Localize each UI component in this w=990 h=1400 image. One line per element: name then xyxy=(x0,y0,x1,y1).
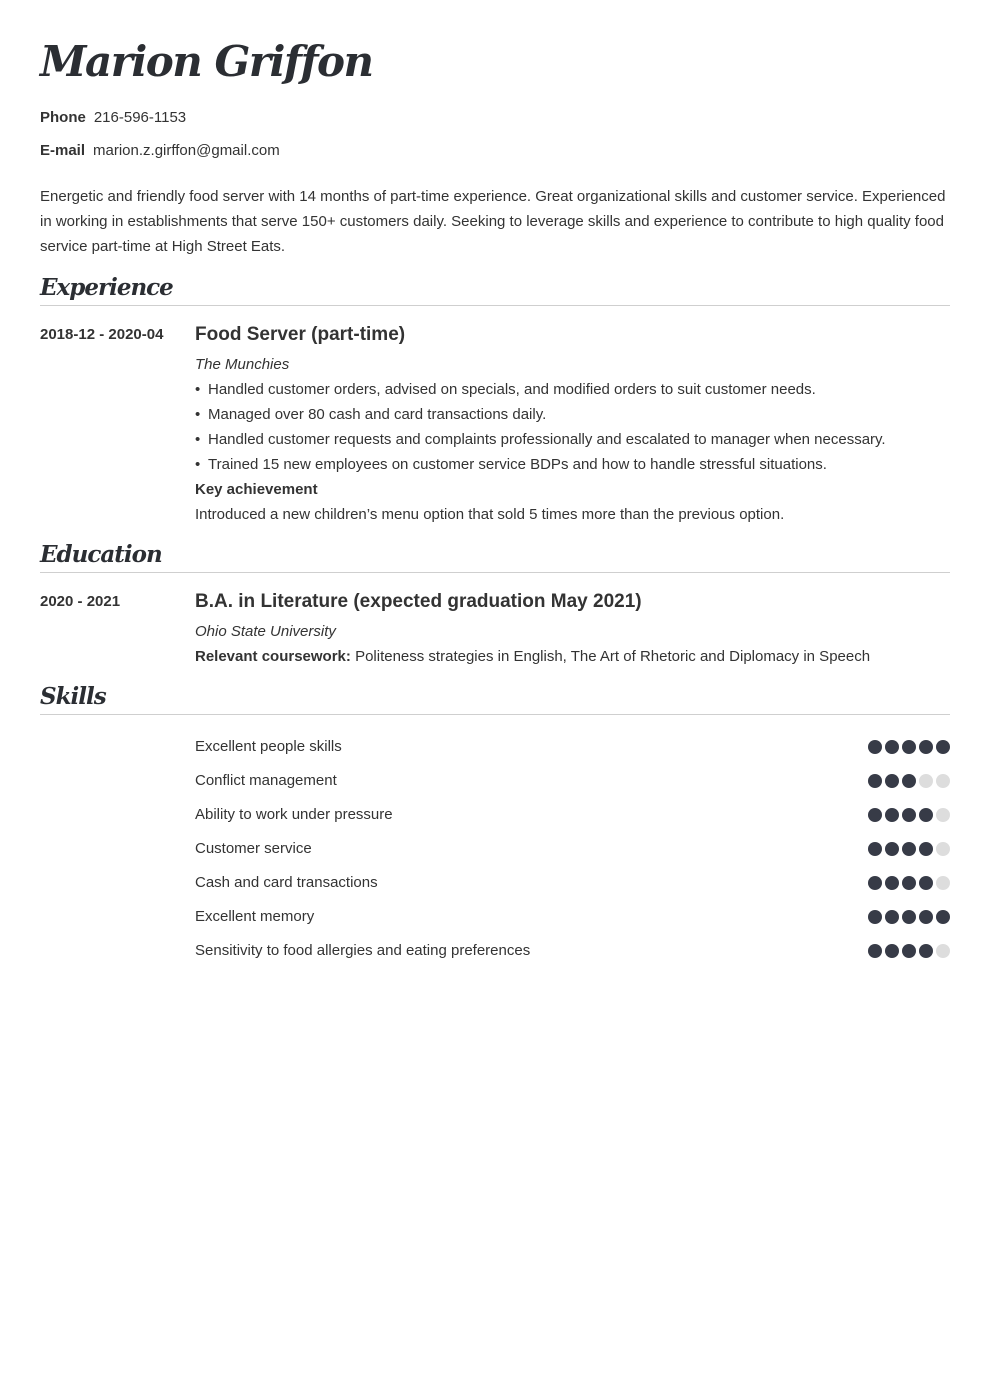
rating-dot-filled xyxy=(868,944,882,958)
rating-dot-empty xyxy=(936,944,950,958)
coursework-text: Politeness strategies in English, The Art of Rhetoric and Diplomacy in Speech xyxy=(355,648,871,665)
experience-date: 2018-12 - 2020-04 xyxy=(40,326,164,343)
rating-dot-filled xyxy=(868,910,882,924)
job-title: Food Server (part-time) xyxy=(195,324,406,345)
experience-heading: Experience xyxy=(40,273,950,306)
email-value: marion.z.girffon@gmail.com xyxy=(93,142,280,159)
rating-dot-filled xyxy=(902,944,916,958)
skill-name: Cash and card transactions xyxy=(195,874,378,891)
coursework-line xyxy=(195,644,950,669)
skill-row xyxy=(195,934,950,968)
phone-row xyxy=(40,108,186,128)
skill-name: Excellent memory xyxy=(195,908,315,925)
bullet-marker: • xyxy=(195,381,201,398)
email-label: E-mail xyxy=(40,142,86,159)
skill-rating xyxy=(868,774,950,788)
rating-dot-filled xyxy=(868,842,882,856)
rating-dot-filled xyxy=(936,740,950,754)
bullet-marker: • xyxy=(195,431,201,448)
degree-title: B.A. in Literature (expected graduation May 2021) xyxy=(195,591,642,612)
bullet-text: Trained 15 new employees on customer service BDPs and how to handle stressful situations. xyxy=(208,456,827,473)
company-name: The Munchies xyxy=(195,356,290,373)
skill-rating xyxy=(868,944,950,958)
skill-name: Conflict management xyxy=(195,772,337,789)
skill-row xyxy=(195,798,950,832)
rating-dot-filled xyxy=(902,740,916,754)
school-name: Ohio State University xyxy=(195,623,336,640)
rating-dot-filled xyxy=(868,876,882,890)
skill-name: Sensitivity to food allergies and eating preferences xyxy=(195,942,531,959)
rating-dot-filled xyxy=(885,774,899,788)
skill-row xyxy=(195,832,950,866)
phone-value: 216-596-1153 xyxy=(93,109,187,126)
skill-row xyxy=(195,764,950,798)
rating-dot-filled xyxy=(885,910,899,924)
experience-bullet xyxy=(195,377,950,402)
rating-dot-filled xyxy=(902,808,916,822)
bullet-text: Managed over 80 cash and card transactions daily. xyxy=(208,406,547,423)
rating-dot-empty xyxy=(936,774,950,788)
experience-bullet xyxy=(195,402,950,427)
skills-heading: Skills xyxy=(40,682,950,715)
skill-rating xyxy=(868,910,950,924)
rating-dot-filled xyxy=(885,808,899,822)
rating-dot-filled xyxy=(902,842,916,856)
rating-dot-filled xyxy=(936,910,950,924)
key-achievement-label: Key achievement xyxy=(195,481,318,498)
coursework-label: Relevant coursework: xyxy=(195,648,351,665)
experience-bullet xyxy=(195,452,950,477)
rating-dot-filled xyxy=(919,910,933,924)
skills-list xyxy=(195,730,950,968)
skill-name: Ability to work under pressure xyxy=(195,806,393,823)
bullet-marker: • xyxy=(195,406,201,423)
rating-dot-filled xyxy=(885,944,899,958)
skill-name: Excellent people skills xyxy=(195,738,342,755)
rating-dot-filled xyxy=(919,808,933,822)
rating-dot-filled xyxy=(885,876,899,890)
bullet-text: Handled customer orders, advised on specials, and modified orders to suit customer needs. xyxy=(208,381,816,398)
skill-name: Customer service xyxy=(195,840,312,857)
rating-dot-filled xyxy=(919,740,933,754)
rating-dot-filled xyxy=(902,774,916,788)
education-entry xyxy=(195,590,950,669)
rating-dot-filled xyxy=(902,876,916,890)
education-date: 2020 - 2021 xyxy=(40,593,121,610)
skill-row xyxy=(195,900,950,934)
candidate-name: Marion Griffon xyxy=(40,37,373,86)
key-achievement-text: Introduced a new children’s menu option that sold 5 times more than the previous option. xyxy=(195,506,785,523)
bullet-text: Handled customer requests and complaints professionally and escalated to manager when necessary. xyxy=(208,431,886,448)
rating-dot-empty xyxy=(936,842,950,856)
phone-label: Phone xyxy=(40,109,86,126)
rating-dot-filled xyxy=(868,808,882,822)
rating-dot-empty xyxy=(936,876,950,890)
rating-dot-empty xyxy=(936,808,950,822)
rating-dot-empty xyxy=(919,774,933,788)
bullet-marker: • xyxy=(195,456,201,473)
skill-rating xyxy=(868,842,950,856)
rating-dot-filled xyxy=(902,910,916,924)
rating-dot-filled xyxy=(919,944,933,958)
experience-entry xyxy=(195,323,950,527)
education-heading: Education xyxy=(40,540,950,573)
rating-dot-filled xyxy=(868,774,882,788)
experience-bullet xyxy=(195,427,950,452)
summary-paragraph: Energetic and friendly food server with 14 months of part-time experience. Great organizational skills and customer service. Experienced in working in establishments that serve 150+ customers daily. Seeking to leverage skills and experience to contribute to high quality food service part-time at High Street Eats. xyxy=(40,188,946,255)
skill-row xyxy=(195,866,950,900)
rating-dot-filled xyxy=(919,842,933,856)
skill-rating xyxy=(868,740,950,754)
rating-dot-filled xyxy=(885,740,899,754)
skill-rating xyxy=(868,808,950,822)
skill-rating xyxy=(868,876,950,890)
skill-row xyxy=(195,730,950,764)
rating-dot-filled xyxy=(919,876,933,890)
email-row xyxy=(40,141,280,161)
rating-dot-filled xyxy=(885,842,899,856)
rating-dot-filled xyxy=(868,740,882,754)
